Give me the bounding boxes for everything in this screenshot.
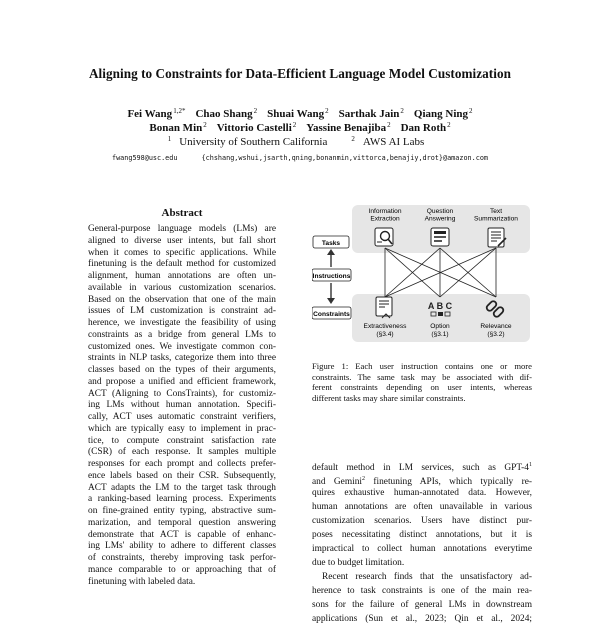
body-line-text-cont: finetuning APIs, which typically re- — [365, 477, 532, 486]
question-answering-icon — [431, 228, 449, 246]
email-amazon: {chshang,wshui,jsarth,qning,bonanmin,vittorca,benajiy,drot}@amazon.com — [201, 154, 489, 162]
abstract-line: and propose a unified and efficient framework, — [88, 376, 276, 387]
abstract-line: responses for each prompt and collects prefer- — [88, 459, 276, 469]
author-affiliation-mark: 2 — [400, 107, 404, 115]
abstract-line: ence labels based on their CSR. Subsequently, — [88, 470, 276, 481]
body-line — [312, 458, 532, 472]
task-label-summarization: Summarization — [474, 215, 518, 223]
author-name-text: Vittorio Castelli — [216, 122, 292, 134]
author-affiliation-mark: 2 — [387, 121, 391, 129]
author-name — [414, 108, 473, 120]
paper-title: Aligning to Constraints for Data-Efficient Language Model Customization — [88, 66, 511, 81]
abstract-line: marization, and temporal question answering — [88, 517, 276, 528]
abstract-line: of constraints, thereby improving task perfor- — [88, 553, 276, 563]
body-line — [312, 612, 532, 626]
abstract-line: on fine-grained entity typing, abstractive sum- — [88, 506, 276, 516]
figure-1-diagram — [312, 202, 532, 345]
author-name — [339, 108, 404, 120]
abstract-line: constraints as a bridge from general LMs to — [88, 329, 276, 340]
author-name-text: Sarthak Jain — [338, 108, 400, 120]
body-line — [312, 584, 532, 598]
abstract-line: General-purpose language models (LMs) are — [88, 224, 276, 234]
author-affiliation-mark: 2 — [469, 107, 473, 115]
body-line-text: sons for the failure of general LMs in downstream — [312, 600, 532, 610]
body-line-text: human annotations are often unavailable in various — [312, 502, 532, 512]
footnote-mark: 2 — [362, 476, 366, 482]
extractiveness-icon — [376, 297, 392, 318]
abstract-line: customized ones. We investigate common con- — [88, 341, 276, 352]
author-affiliation-mark: 1,2* — [173, 107, 186, 115]
author-name-text: Bonan Min — [149, 122, 203, 134]
abstract-line: which are typically easy to implement in prac- — [88, 423, 276, 434]
body-line-text: default method in LM services, such as GPT-4 — [312, 463, 529, 472]
body-line — [312, 500, 532, 514]
body-line — [312, 542, 532, 556]
body-line-text: customization scenarios. Users have distinct pur- — [312, 516, 532, 526]
figure-1-caption — [312, 361, 532, 403]
caption-line: different tasks may share similar constraints. — [312, 392, 466, 403]
task-label-information: Information — [368, 208, 402, 215]
body-line-text: and Gemini — [312, 477, 363, 486]
authors-line-1 — [0, 107, 600, 120]
abstract-line: when it comes to specific applications. While — [88, 247, 276, 258]
caption-line: Figure 1: Each user instruction contains one or more — [312, 361, 532, 371]
author-affiliation-mark: 2 — [447, 121, 451, 129]
abstract-line: a ranking-based learning process. Experiments — [88, 494, 276, 505]
author-name-text: Dan Roth — [400, 122, 447, 134]
abstract-line: cally, ACT uses automatic constraint verifiers, — [88, 412, 276, 422]
abstract-line: mance comparable to or approaching that of — [88, 564, 276, 575]
abstract-line: finetuning with labeled data. — [88, 576, 196, 587]
author-name — [149, 122, 206, 134]
information-extraction-icon — [375, 228, 393, 246]
up-arrow-icon — [327, 249, 335, 267]
abstract-line: demonstrate that ACT is capable of enhanc- — [88, 529, 276, 540]
abstract-line: herence, we investigate the feasibility of using — [88, 318, 276, 328]
affiliation-mark: 2 — [351, 135, 355, 143]
body-line-text: quires exhaustive human-annotated data. However, — [312, 488, 532, 498]
constraint-label-option-section: (§3.1) — [431, 331, 449, 338]
author-affiliation-mark: 2 — [203, 121, 207, 129]
constraints-label: Constraints — [313, 311, 350, 318]
affiliations — [0, 135, 600, 148]
abstract-body — [88, 224, 276, 588]
abstract-line: aligned to diverse user intents, but fall short — [88, 235, 276, 246]
body-line — [312, 556, 532, 570]
abstract-line: alignment, human annotations are often un- — [88, 271, 276, 281]
footnote-mark: 1 — [529, 462, 532, 468]
body-line-text: poses necessitating distinct annotations, but it is — [312, 530, 532, 540]
email-usc: fwang598@usc.edu — [111, 154, 178, 162]
abstract-line: ACT (Aligning to ConsTraints), for customiz- — [88, 388, 276, 399]
body-line — [312, 570, 532, 584]
author-name — [267, 108, 328, 120]
constraint-label-relevance-section: (§3.2) — [487, 331, 505, 338]
author-affiliation-mark: 2 — [292, 121, 297, 129]
author-emails — [0, 154, 600, 162]
abstract-line: available in various customization scenarios. — [88, 282, 276, 293]
abstract-line: (CSR) of each response. It samples multiple — [88, 447, 276, 458]
body-line-text: applications (Sun et al., 2023; Qin et al., 2024; — [312, 614, 532, 624]
body-line — [312, 472, 532, 486]
author-name — [401, 122, 451, 134]
affiliation — [168, 136, 336, 148]
task-constraint-edges — [385, 248, 496, 297]
constraint-label-relevance: Relevance — [480, 323, 512, 330]
caption-line: ferent constraints depending on user intents, whereas — [312, 382, 532, 393]
body-line — [312, 528, 532, 542]
abstract-line: Based on the observation that one of the main — [88, 294, 276, 305]
author-name-text: Yassine Benajiba — [306, 122, 387, 134]
down-arrow-icon — [327, 283, 335, 304]
author-name — [217, 122, 297, 134]
author-name — [127, 108, 185, 120]
task-label-question: Question — [426, 208, 454, 215]
caption-line: constraints. The same task may be associated with dif- — [312, 371, 532, 382]
figure-1 — [312, 202, 532, 345]
abstract-line: ACT adapts the LM to the target task through — [88, 482, 276, 493]
tasks-label: Tasks — [321, 240, 341, 247]
task-label-extraction: Extraction — [370, 215, 400, 223]
abstract-line: straints in NLP tasks, categorize them into three — [88, 353, 276, 364]
author-name-text: Fei Wang — [127, 108, 173, 120]
text-summarization-icon — [488, 228, 506, 247]
abstract-line: issues of LM customization is constraint ad- — [88, 306, 276, 317]
body-line — [312, 598, 532, 612]
task-label-text: Text — [489, 208, 503, 215]
author-affiliation-mark: 2 — [253, 107, 258, 115]
abstract-line: ing LMs' ability to adhere to different classes — [88, 541, 276, 552]
abstract-line: tice, to compute constraint satisfaction rate — [88, 435, 276, 446]
author-name-text: Qiang Ning — [413, 108, 469, 120]
intro-body-text — [312, 458, 532, 626]
author-affiliation-mark: 2 — [325, 107, 329, 115]
affiliation-mark: 1 — [167, 135, 172, 143]
constraint-label-extractiveness-section: (§3.4) — [376, 331, 394, 338]
author-name — [195, 108, 257, 120]
option-glyph: A B C — [427, 301, 453, 311]
body-line-text: herence to task constraints is one of the main rea- — [312, 586, 532, 596]
affiliation — [351, 136, 432, 148]
abstract-line: finetuning is the default method for customized — [88, 259, 276, 270]
body-line-text: impractical to collect human annotations everytime — [312, 544, 532, 554]
author-name-text: Chao Shang — [195, 108, 253, 120]
abstract-line: classes based on the types of their arguments, — [88, 365, 276, 375]
task-label-answering: Answering — [424, 215, 456, 223]
body-line-text: due to budget limitation. — [312, 558, 405, 568]
constraint-label-option: Option — [430, 323, 450, 330]
body-line — [312, 486, 532, 500]
affiliation-name: University of Southern California — [179, 136, 328, 148]
constraint-label-extractiveness: Extractiveness — [363, 323, 407, 330]
author-name — [306, 122, 390, 134]
body-line — [312, 514, 532, 528]
abstract-line: ing LMs without human annotation. Specifi- — [88, 400, 276, 411]
authors-line-2 — [0, 121, 600, 134]
body-line-text: Recent research finds that the unsatisfactory ad- — [322, 572, 532, 582]
abstract-heading: Abstract — [161, 207, 203, 219]
affiliation-name: AWS AI Labs — [362, 136, 425, 148]
instructions-label: Instructions — [312, 273, 351, 280]
author-name-text: Shuai Wang — [267, 108, 325, 120]
